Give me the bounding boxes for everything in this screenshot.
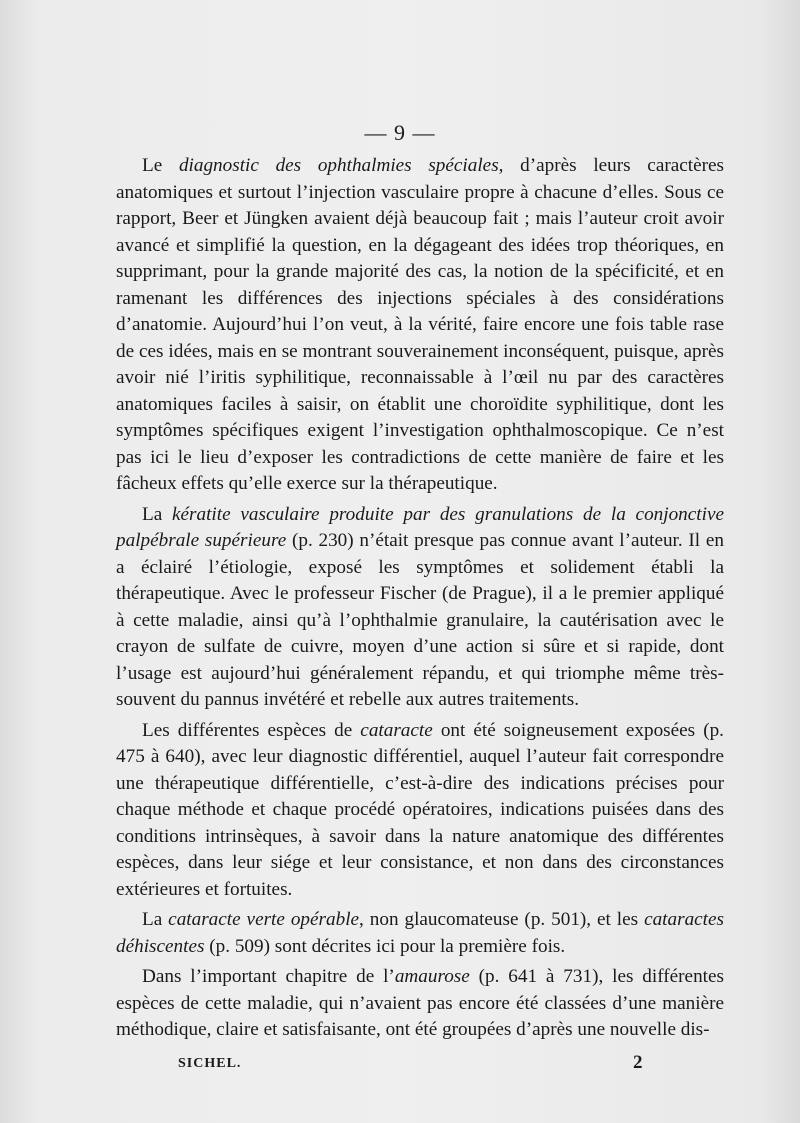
text-run: (p. 230) n’était presque pas connue avant l’auteur. Il en a éclairé l’étiologie, exposé les symptômes et solidement établi la thérapeutique. Avec le professeur Fischer (de Prague), il a le premier appliqué à cette maladie, ainsi qu’à l’ophthalmie granulaire, la cautérisation avec le crayon de sulfate de cuivre, moyen d’une action si sûre et si rapide, dont l’usage est aujourd’hui généralement répandu, et qui triomphe même très-souvent du pannus invétéré et rebelle aux autres traitements.	[116, 530, 724, 710]
italic-run: kératite vasculaire produite par des granulations de la conjonctive palpébrale supérieure	[116, 503, 724, 551]
paragraph-cataracte-verte	[116, 907, 724, 960]
text-run: Le	[142, 155, 179, 176]
paragraph-amaurose	[116, 964, 724, 1044]
italic-run: cataracte verte opérable	[168, 909, 360, 930]
text-run: Dans l’important chapitre de l’	[142, 966, 395, 987]
paragraph-cataracte	[116, 718, 724, 904]
italic-run: cataracte	[360, 719, 433, 741]
text-run: (p. 641 à 731), les différentes espèces de cette maladie, qui n’avaient pas encore été classées d’une manière méthodique, claire et satisfaisante, ont été groupées d’après une nouvelle dis-	[116, 966, 724, 1040]
page-number: — 9 —	[364, 120, 436, 145]
text-run: , non glaucomateuse (p. 501), et les	[359, 909, 645, 930]
italic-run: cataractes déhiscentes	[116, 909, 724, 957]
text-run: ont été soigneusement exposées (p. 475 à 640), avec leur diagnostic différentiel, auquel l’auteur fait correspondre une thérapeutique différentielle, c’est-à-dire des indications précises pour chaque méthode et chaque procédé opératoires, indications puisées dans des conditions intrinsèques, à savoir dans la nature anatomique des différentes espèces, dans leur siége et leur consistance, et non dans des circonstances extérieures et fortuites.	[116, 719, 724, 900]
paragraph-diagnostic	[116, 153, 724, 498]
text-run: (p. 509) sont décrites ici pour la première fois.	[204, 935, 566, 957]
text-run: , d’après leurs caractères anatomiques et surtout l’injection vasculaire propre à chacune d’elles. Sous ce rapport, Beer et Jüngken avaient déjà beaucoup fait ; mais l’auteur croit avoir avancé et simplifié la question, en la dégageant des idées trop théoriques, en supprimant, pour la grande majorité des cas, la notion de la spécificité, et en ramenant les différences des injections spéciales à des considérations d’anatomie. Aujourd’hui l’on veut, à la vérité, faire encore une fois table rase de ces idées, mais en se montrant souverainement inconséquent, puisque, après avoir nié l’iritis syphilitique, reconnaissable à l’œil nu par des caractères anatomiques faciles à saisir, on établit une choroïdite syphilitique, dont les symptômes spécifiques exigent l’investigation ophthalmoscopique. Ce n’est pas ici le lieu d’exposer les contradictions de cette manière de faire et les fâcheux effets qu’elle exerce sur la thérapeutique.	[116, 155, 724, 494]
sheet-number: 2	[633, 1052, 643, 1073]
text-run: La	[142, 503, 172, 525]
italic-run: amaurose	[394, 966, 470, 987]
paragraph-keratite	[116, 502, 724, 714]
text-run: La	[142, 909, 169, 930]
italic-run: diagnostic des ophthalmies spéciales	[178, 155, 499, 176]
body-text	[116, 153, 724, 1044]
signature-mark: SICHEL.	[178, 1056, 242, 1071]
text-run: Les différentes espèces de	[142, 719, 361, 741]
